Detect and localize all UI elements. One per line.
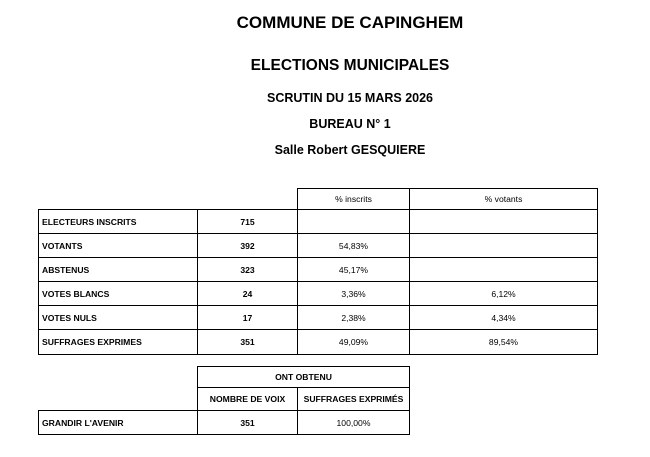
salle-name: Salle Robert GESQUIERE	[274, 143, 426, 157]
row-pct-votants: 6,12%	[409, 281, 598, 306]
row-label: VOTES NULS	[38, 305, 198, 330]
election-title: ELECTIONS MUNICIPALES	[250, 57, 450, 74]
row-pct-votants	[409, 257, 598, 282]
row-label: SUFFRAGES EXPRIMES	[38, 329, 198, 355]
row-pct-votants	[409, 209, 598, 234]
header-pct-inscrits: % inscrits	[297, 188, 410, 210]
row-pct-inscrits: 54,83%	[297, 233, 410, 258]
row-label: ABSTENUS	[38, 257, 198, 282]
group-header-ont-obtenu: ONT OBTENU	[197, 366, 410, 388]
row-label: VOTANTS	[38, 233, 198, 258]
row-pct-votants: 4,34%	[409, 305, 598, 330]
row-value: 17	[197, 305, 298, 330]
row-pct-inscrits: 2,38%	[297, 305, 410, 330]
row-value: 323	[197, 257, 298, 282]
row-pct-inscrits: 45,17%	[297, 257, 410, 282]
list-pct: 100,00%	[297, 410, 410, 435]
header-nombre-de-voix: NOMBRE DE VOIX	[197, 387, 298, 411]
scrutin-date: SCRUTIN DU 15 MARS 2026	[266, 91, 433, 105]
bureau-number: BUREAU N° 1	[309, 117, 391, 131]
list-voix: 351	[197, 410, 298, 435]
row-pct-inscrits	[297, 209, 410, 234]
row-label: VOTES BLANCS	[38, 281, 198, 306]
row-label: ELECTEURS INSCRITS	[38, 209, 198, 234]
row-pct-inscrits: 3,36%	[297, 281, 410, 306]
row-value: 392	[197, 233, 298, 258]
header-suffrages-exprimes: SUFFRAGES EXPRIMÉS	[297, 387, 410, 411]
header-pct-votants: % votants	[409, 188, 598, 210]
row-value: 715	[197, 209, 298, 234]
row-pct-inscrits: 49,09%	[297, 329, 410, 355]
row-pct-votants	[409, 233, 598, 258]
commune-title: COMMUNE DE CAPINGHEM	[236, 13, 464, 32]
row-value: 351	[197, 329, 298, 355]
row-pct-votants: 89,54%	[409, 329, 598, 355]
list-name: GRANDIR L'AVENIR	[38, 410, 198, 435]
row-value: 24	[197, 281, 298, 306]
